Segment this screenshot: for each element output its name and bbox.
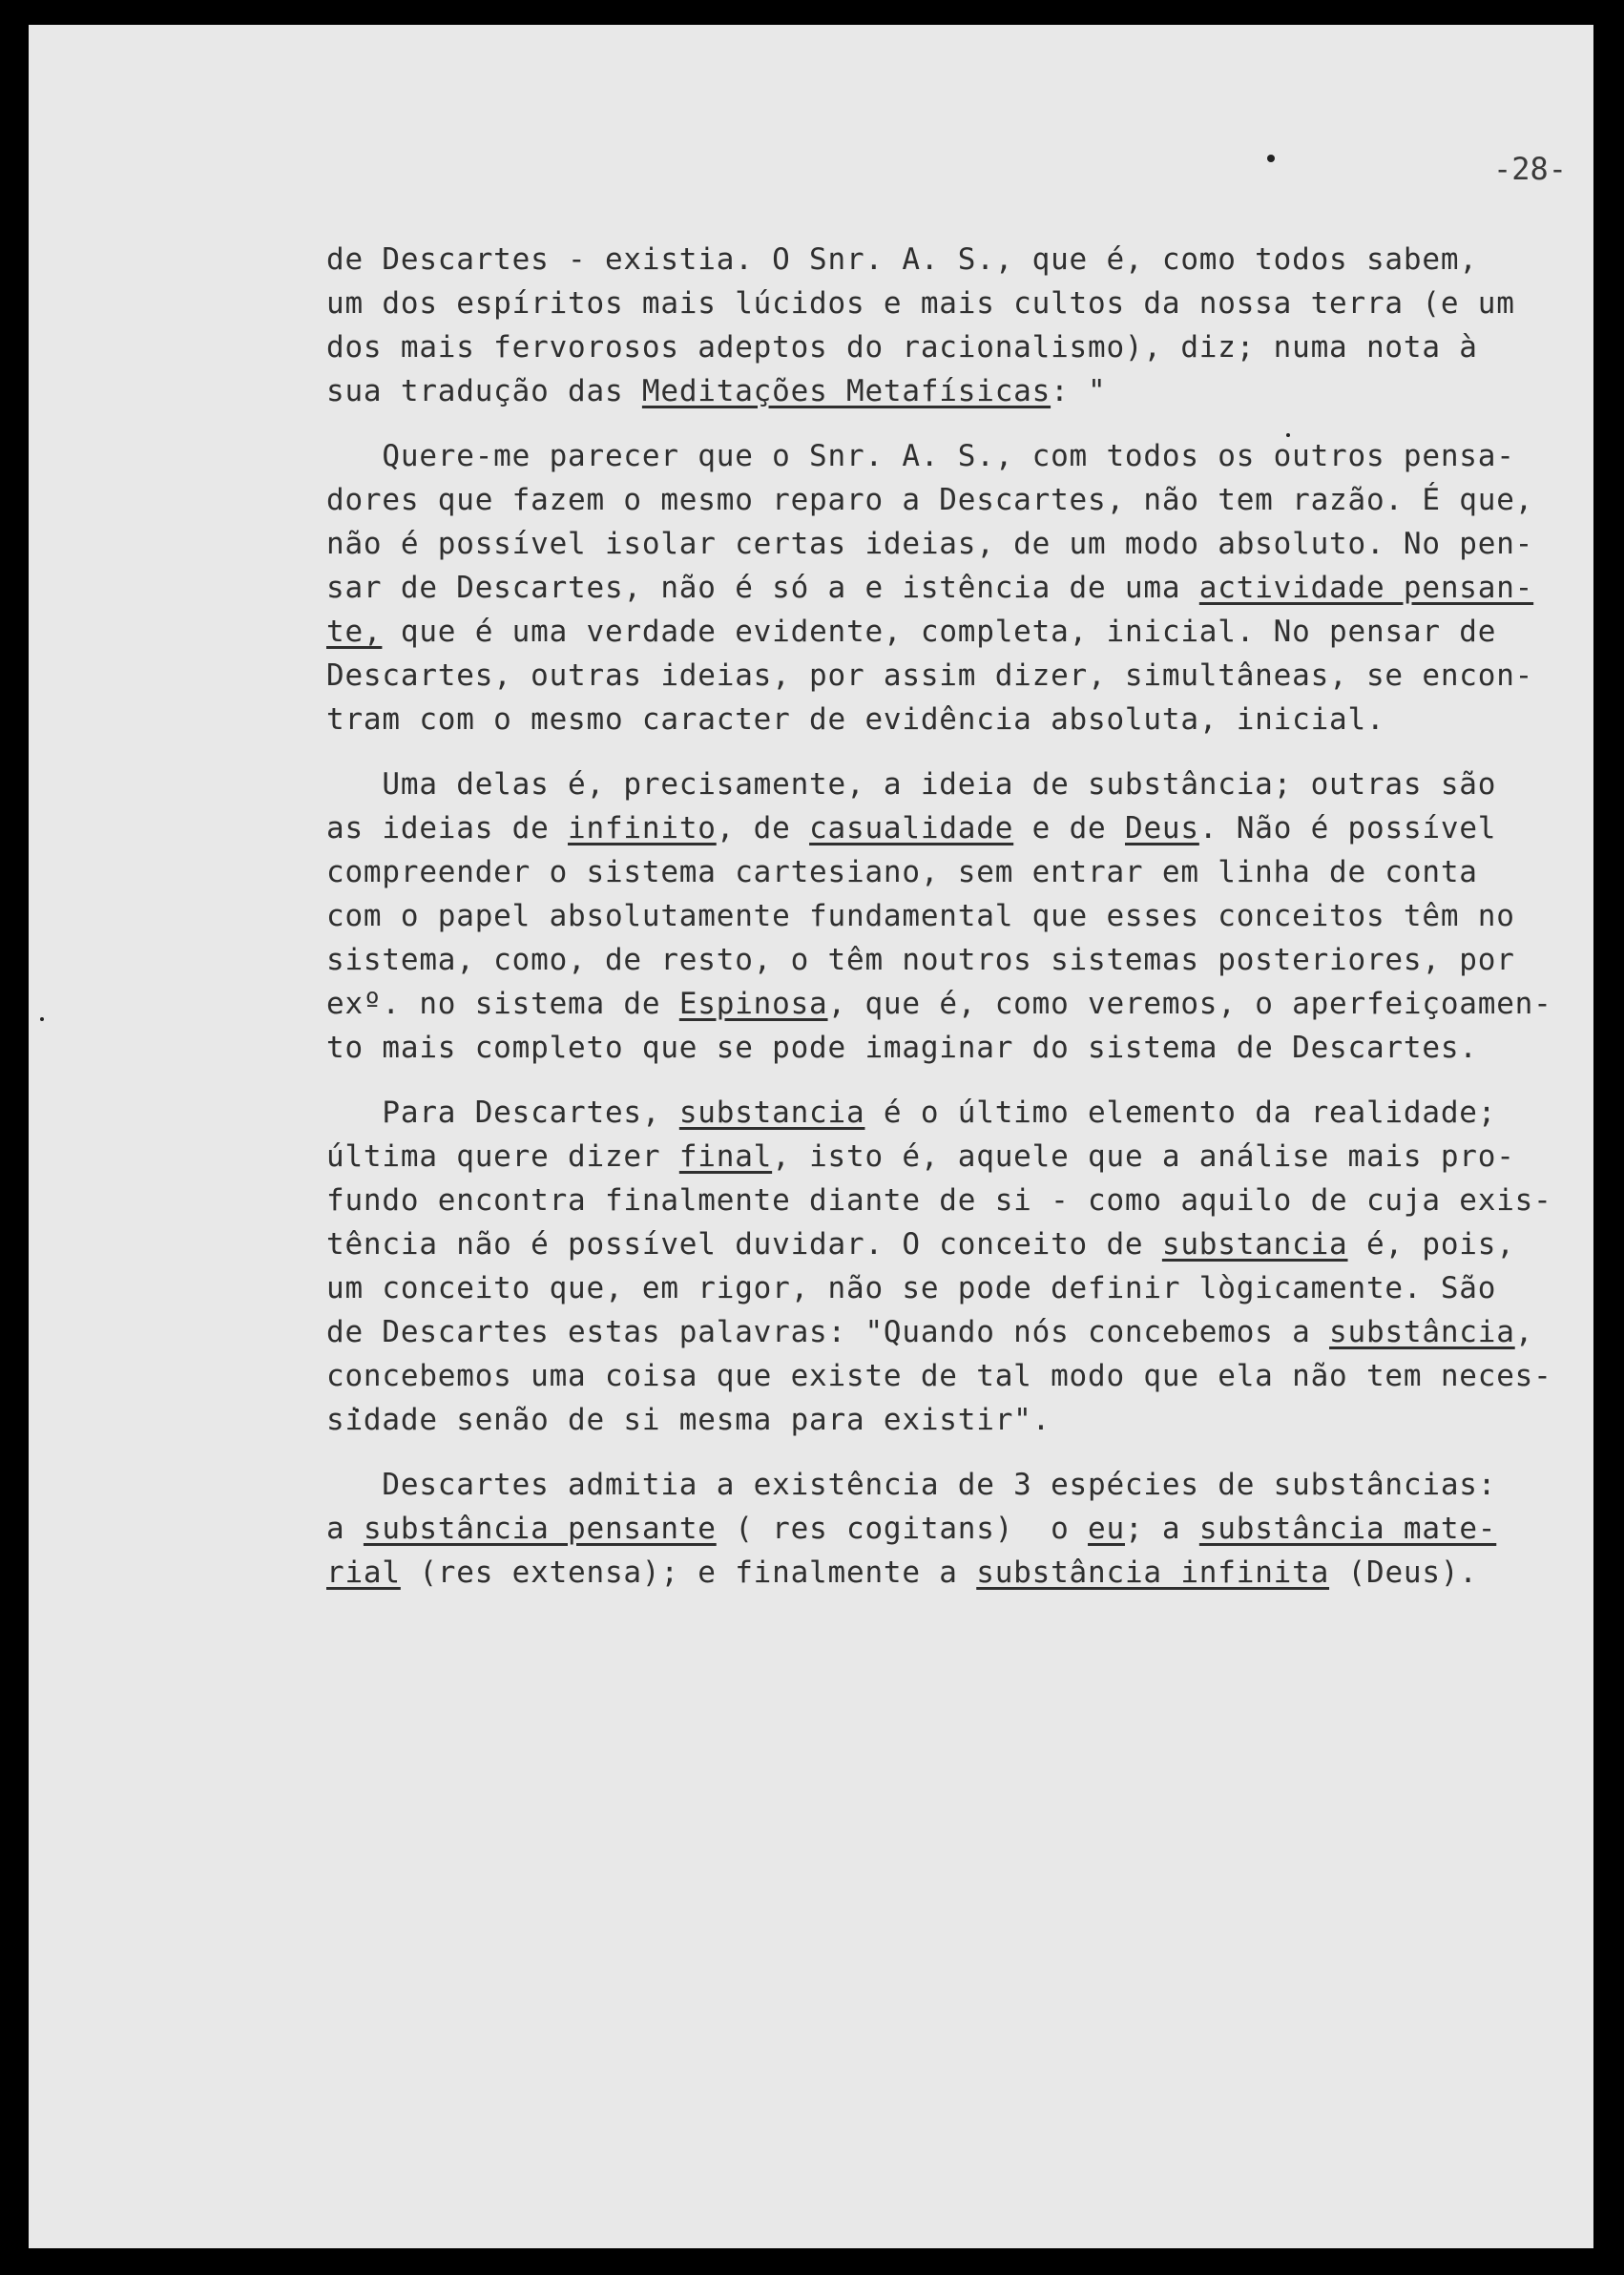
text-line [326,899,1515,933]
text-segment: é o último elemento da realidade; [864,1096,1497,1130]
text-segment: , de [716,811,810,845]
text-line [326,571,1533,605]
text-segment: com o papel absolutamente fundamental que esses conceitos têm no [326,899,1515,933]
underlined-term: eu [1088,1512,1125,1546]
text-line [326,1227,1515,1262]
text-segment: (Deus). [1329,1555,1478,1590]
text-segment: concebemos uma coisa que existe de tal modo que ela não tem neces- [326,1359,1552,1393]
text-segment: a [326,1512,364,1546]
underlined-term: substancia [678,1096,865,1130]
underlined-term: final [678,1139,773,1174]
text-line [326,943,1515,977]
text-segment: não é possível isolar certas ideias, de um modo absoluto. No pen- [326,527,1534,561]
text-segment: tram com o mesmo caracter de evidência absoluta, inicial. [326,702,1385,737]
text-segment: sistema, como, de resto, o têm noutros sistemas posteriores, por [326,943,1515,977]
underlined-term: casualidade [809,811,1014,845]
underlined-term: substância pensante [363,1512,717,1546]
underlined-term: Espinosa [678,987,828,1021]
text-line [326,286,1515,321]
text-segment: é, pois, [1347,1227,1515,1262]
text-line [326,615,1496,649]
text-segment: sua tradução das [326,374,642,408]
text-line [326,1512,1496,1546]
text-segment: Uma delas é, precisamente, a ideia de substância; outras são [326,767,1497,802]
text-line [326,702,1385,737]
text-segment: . Não é possível [1198,811,1497,845]
text-segment: e de [1013,811,1125,845]
text-segment: , [1514,1315,1534,1349]
text-segment: Para Descartes, [326,1096,679,1130]
text-segment: fundo encontra finalmente diante de si - como aquilo de cuja exis- [326,1183,1552,1218]
text-line [326,1096,1496,1130]
text-line [326,987,1552,1021]
text-segment: dos mais fervorosos adeptos do racionalismo), diz; numa nota à [326,330,1478,365]
text-segment: compreender o sistema cartesiano, sem entrar em linha de conta [326,855,1478,889]
text-line [326,855,1478,889]
ink-speck [1286,433,1290,437]
page-number: -28- [1493,151,1568,187]
underlined-term: substância infinita [976,1555,1330,1590]
underlined-term: te, [326,615,383,649]
underlined-term: actividade pensan- [1198,571,1534,605]
text-line [326,811,1496,845]
text-segment: exº. no sistema de [326,987,679,1021]
text-segment: , que é, como veremos, o aperfeiçoamen- [827,987,1552,1021]
text-line [326,1359,1552,1393]
text-line [326,1403,1051,1437]
text-line [326,242,1478,277]
text-segment: de Descartes - existia. O Snr. A. S., que é, como todos sabem, [326,242,1478,277]
text-segment: um dos espíritos mais lúcidos e mais cultos da nossa terra (e um [326,286,1515,321]
text-line [326,1271,1496,1305]
text-line [326,1139,1515,1174]
underlined-term: Meditações Metafísicas [641,374,1051,408]
text-line [326,439,1515,473]
text-segment: Quere-me parecer que o Snr. A. S., com todos os outros pensa- [326,439,1515,473]
text-segment: de Descartes estas palavras: "Quando nós concebemos a [326,1315,1330,1349]
underlined-term: infinito [568,811,717,845]
text-line [326,1315,1533,1349]
text-line [326,658,1533,693]
underlined-term: rial [326,1555,401,1590]
underlined-term: substancia [1161,1227,1348,1262]
text-segment: um conceito que, em rigor, não se pode definir lògicamente. São [326,1271,1497,1305]
text-line [326,767,1496,802]
text-line [326,527,1533,561]
text-segment: ; a [1124,1512,1199,1546]
underlined-term: Deus [1124,811,1199,845]
text-segment: última quere dizer [326,1139,679,1174]
text-segment: as ideias de [326,811,569,845]
text-line [326,1031,1478,1065]
text-segment: : " [1051,374,1107,408]
text-line [326,330,1478,365]
text-segment: ( res cogitans) o [716,1512,1089,1546]
text-segment: (res extensa); e finalmente a [400,1555,977,1590]
text-segment: Descartes admitia a existência de 3 espécies de substâncias: [326,1468,1497,1502]
text-segment: , isto é, aquele que a análise mais pro- [772,1139,1515,1174]
text-line [326,483,1533,517]
document-page [29,25,1593,2248]
text-line [326,1468,1496,1502]
ink-speck [1267,155,1275,162]
text-segment: to mais completo que se pode imaginar do sistema de Descartes. [326,1031,1478,1065]
underlined-term: substância mate- [1198,1512,1497,1546]
ink-speck [40,1017,44,1021]
text-segment: sar de Descartes, não é só a e istência de uma [326,571,1199,605]
text-line [326,1183,1552,1218]
text-segment: dores que fazem o mesmo reparo a Descartes, não tem razão. É que, [326,483,1534,517]
text-line [326,374,1107,408]
underlined-term: substância [1329,1315,1515,1349]
text-segment: tência não é possível duvidar. O conceito de [326,1227,1162,1262]
text-segment: sidade senão de si mesma para existir". [326,1403,1051,1437]
text-segment: que é uma verdade evidente, completa, inicial. No pensar de [382,615,1497,649]
text-line [326,1555,1478,1590]
text-segment: Descartes, outras ideias, por assim dizer, simultâneas, se encon- [326,658,1534,693]
